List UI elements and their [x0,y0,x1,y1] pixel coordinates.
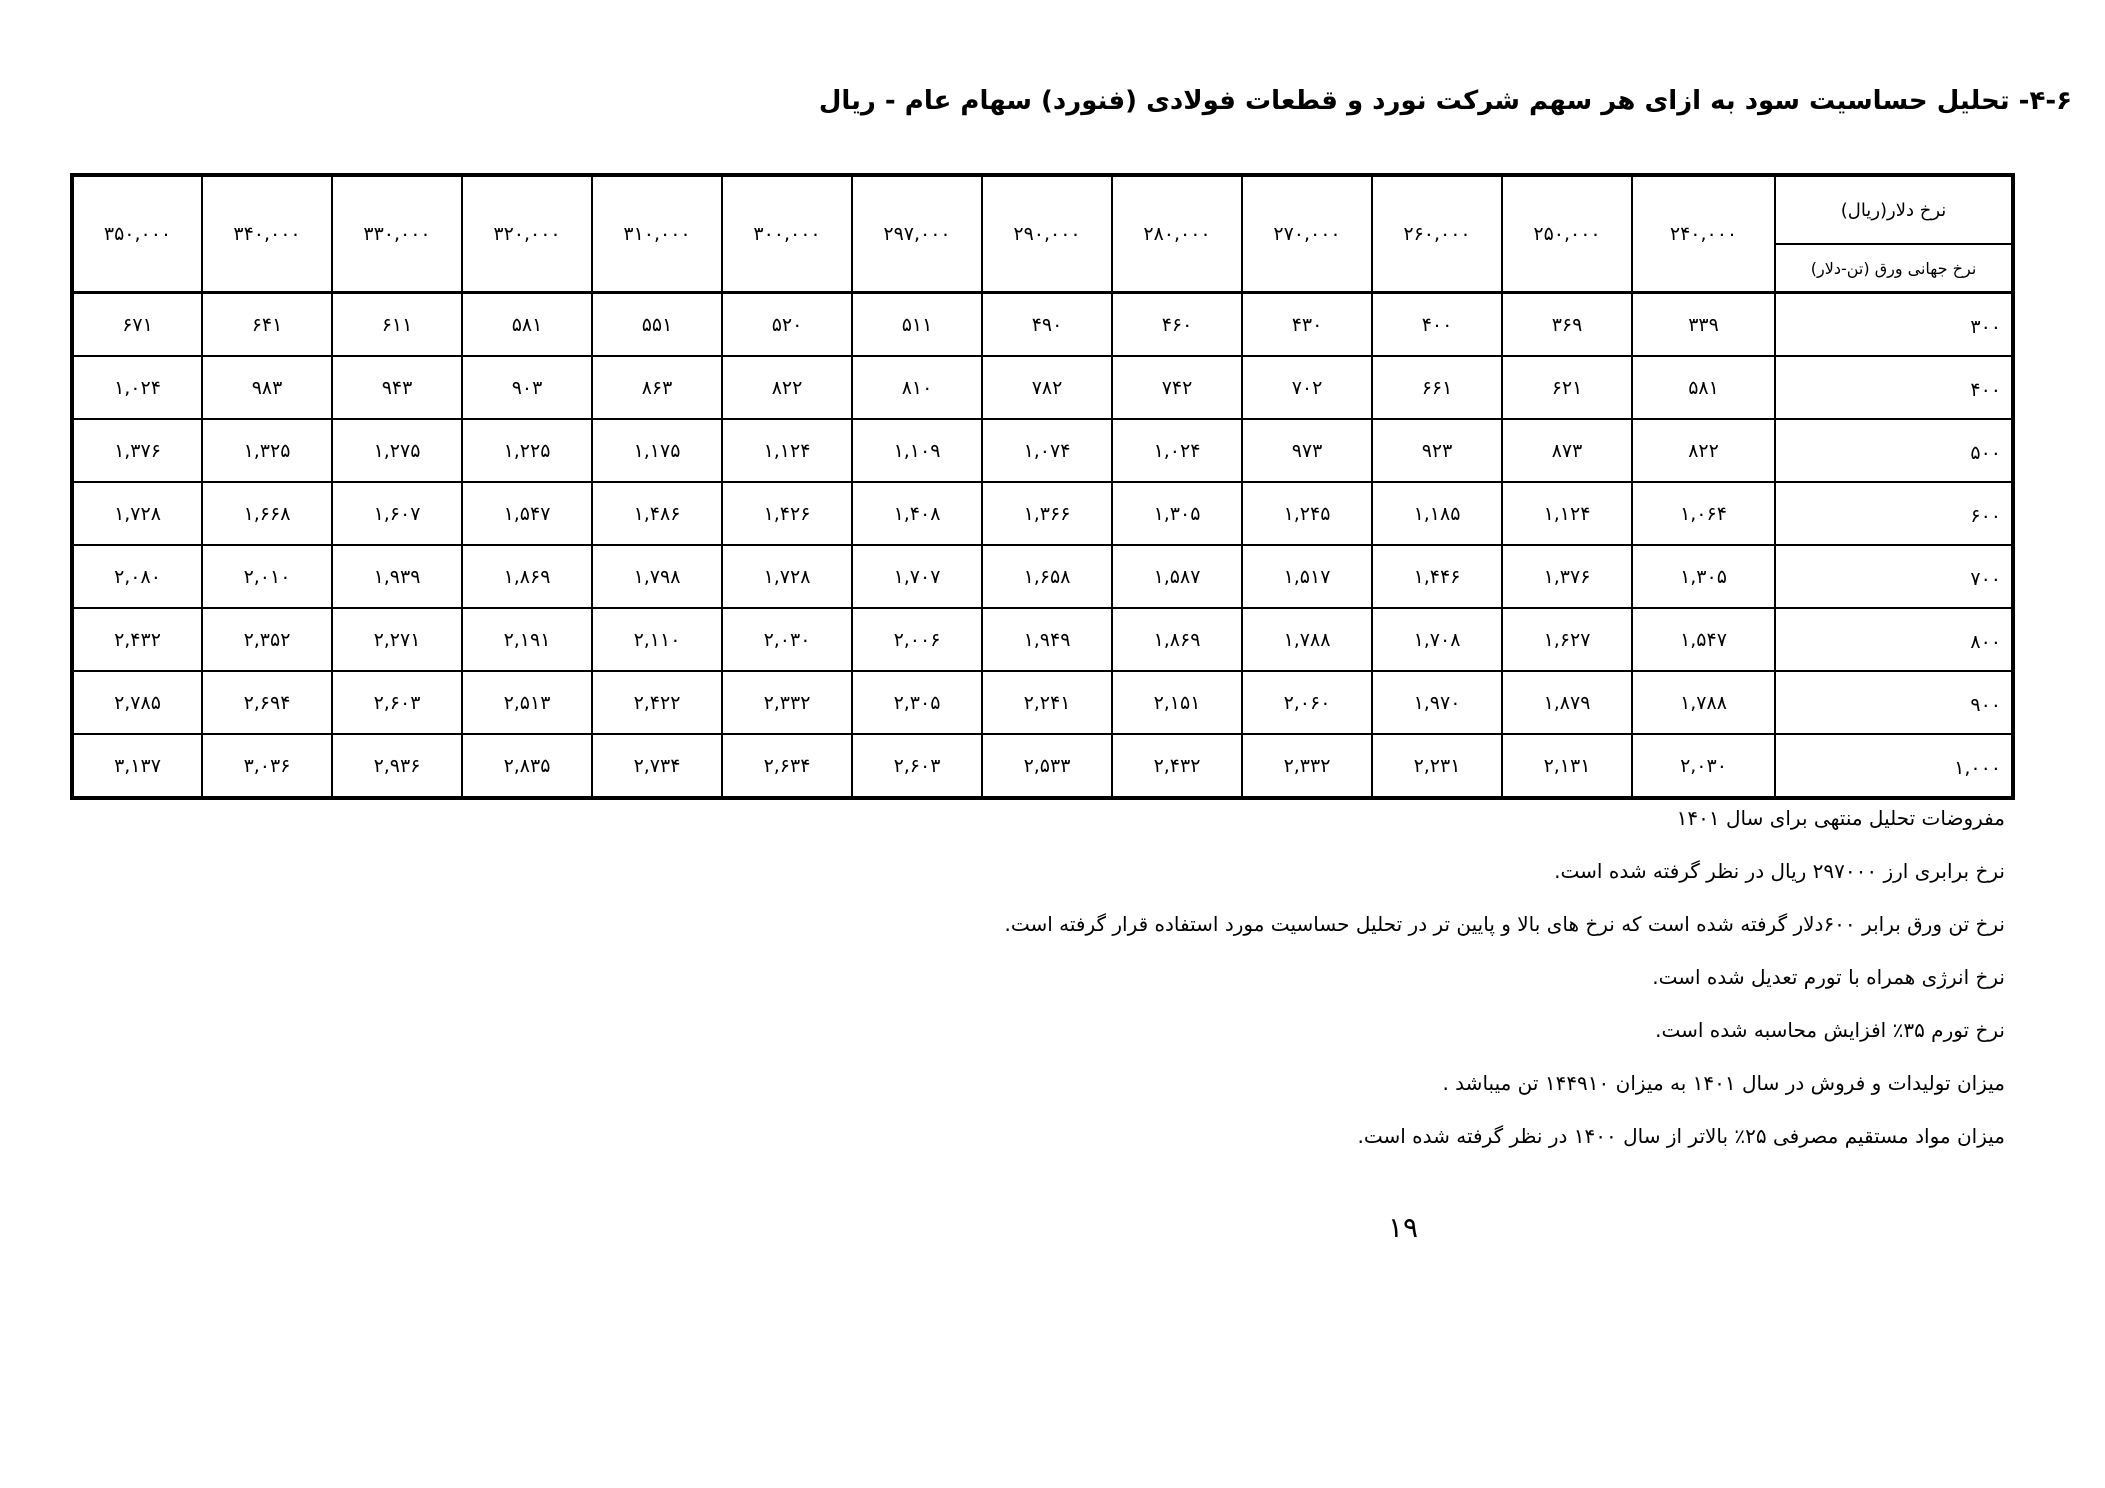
eps-value-cell: ۱,۰۶۴ [1632,482,1775,545]
eps-value-cell: ۲,۰۸۰ [72,545,202,608]
eps-value-cell: ۶۷۱ [72,293,202,357]
eps-value-cell: ۲,۵۱۳ [462,671,592,734]
table-row [72,293,2013,357]
eps-value-cell: ۳,۰۳۶ [202,734,332,798]
eps-value-cell: ۲,۴۲۲ [592,671,722,734]
eps-value-cell: ۵۲۰ [722,293,852,357]
eps-value-cell: ۱,۸۶۹ [462,545,592,608]
eps-value-cell: ۲,۰۱۰ [202,545,332,608]
table-row [72,482,2013,545]
dollar-rate-heading: نرخ دلار(ریال) [1776,177,2011,245]
page-number: ۱۹ [1387,1211,1419,1244]
note-item: میزان تولیدات و فروش در سال ۱۴۰۱ به میزان ۱۴۴۹۱۰ تن میباشد . [1442,1071,2005,1095]
dollar-rate-header-cell: ۳۲۰,۰۰۰ [462,175,592,293]
eps-value-cell: ۱,۳۶۶ [982,482,1112,545]
eps-value-cell: ۱,۲۷۵ [332,419,462,482]
eps-value-cell: ۱,۷۸۸ [1242,608,1372,671]
table-row [72,419,2013,482]
eps-value-cell: ۵۵۱ [592,293,722,357]
eps-value-cell: ۱,۰۲۴ [1112,419,1242,482]
eps-value-cell: ۸۲۲ [722,356,852,419]
eps-value-cell: ۲,۳۵۲ [202,608,332,671]
notes-heading: مفروضات تحلیل منتهی برای سال ۱۴۰۱ [1676,806,2005,830]
eps-value-cell: ۱,۹۴۹ [982,608,1112,671]
eps-value-cell: ۱,۵۸۷ [1112,545,1242,608]
table-row [72,356,2013,419]
dollar-rate-header-cell: ۳۰۰,۰۰۰ [722,175,852,293]
eps-value-cell: ۱,۱۲۴ [722,419,852,482]
eps-value-cell: ۲,۱۳۱ [1502,734,1632,798]
eps-value-cell: ۱,۷۹۸ [592,545,722,608]
eps-value-cell: ۸۶۳ [592,356,722,419]
sheet-price-cell: ۱,۰۰۰ [1775,734,2013,798]
eps-value-cell: ۲,۶۳۴ [722,734,852,798]
eps-value-cell: ۴۳۰ [1242,293,1372,357]
dollar-rate-header-cell: ۲۵۰,۰۰۰ [1502,175,1632,293]
eps-value-cell: ۲,۰۰۶ [852,608,982,671]
dollar-rate-header-cell: ۲۹۰,۰۰۰ [982,175,1112,293]
eps-value-cell: ۶۲۱ [1502,356,1632,419]
eps-value-cell: ۷۰۲ [1242,356,1372,419]
eps-value-cell: ۱,۴۲۶ [722,482,852,545]
note-item: نرخ تن ورق برابر ۶۰۰دلار گرفته شده است که نرخ های بالا و پایین تر در تحلیل حساسیت مورد استفاده قرار گرفته است. [1004,912,2005,936]
dollar-rate-header-cell: ۲۷۰,۰۰۰ [1242,175,1372,293]
eps-value-cell: ۶۶۱ [1372,356,1502,419]
sheet-price-cell: ۴۰۰ [1775,356,2013,419]
section-title: ۴-۶- تحلیل حساسیت سود به ازای هر سهم شرکت نورد و قطعات فولادی (فنورد) سهام عام - ریال [818,86,2072,116]
eps-value-cell: ۲,۲۳۱ [1372,734,1502,798]
eps-value-cell: ۱,۱۷۵ [592,419,722,482]
eps-value-cell: ۱,۷۲۸ [72,482,202,545]
eps-value-cell: ۲,۱۹۱ [462,608,592,671]
eps-value-cell: ۸۱۰ [852,356,982,419]
dollar-rate-header-cell: ۳۵۰,۰۰۰ [72,175,202,293]
eps-value-cell: ۴۰۰ [1372,293,1502,357]
eps-value-cell: ۲,۰۳۰ [722,608,852,671]
sheet-price-cell: ۳۰۰ [1775,293,2013,357]
eps-value-cell: ۳۶۹ [1502,293,1632,357]
header-row [72,175,2013,293]
eps-value-cell: ۱,۳۷۶ [1502,545,1632,608]
eps-value-cell: ۲,۹۳۶ [332,734,462,798]
sheet-price-cell: ۶۰۰ [1775,482,2013,545]
eps-value-cell: ۱,۴۸۶ [592,482,722,545]
sensitivity-table [70,173,2015,800]
table-row [72,608,2013,671]
eps-value-cell: ۹۸۳ [202,356,332,419]
eps-value-cell: ۹۰۳ [462,356,592,419]
eps-value-cell: ۱,۲۴۵ [1242,482,1372,545]
eps-value-cell: ۱,۰۷۴ [982,419,1112,482]
table-row [72,545,2013,608]
eps-value-cell: ۱,۵۴۷ [462,482,592,545]
note-item: نرخ انرژی همراه با تورم تعدیل شده است. [1652,965,2005,989]
eps-value-cell: ۱,۳۲۵ [202,419,332,482]
eps-value-cell: ۲,۴۳۲ [72,608,202,671]
eps-value-cell: ۲,۶۹۴ [202,671,332,734]
eps-value-cell: ۱,۱۲۴ [1502,482,1632,545]
eps-value-cell: ۱,۹۳۹ [332,545,462,608]
sheet-price-cell: ۷۰۰ [1775,545,2013,608]
table-body [72,175,2013,798]
dollar-rate-header-cell: ۳۴۰,۰۰۰ [202,175,332,293]
eps-value-cell: ۱,۶۰۷ [332,482,462,545]
eps-value-cell: ۱,۳۷۶ [72,419,202,482]
eps-value-cell: ۵۱۱ [852,293,982,357]
eps-value-cell: ۷۸۲ [982,356,1112,419]
eps-value-cell: ۳,۱۳۷ [72,734,202,798]
eps-value-cell: ۱,۳۰۵ [1632,545,1775,608]
eps-value-cell: ۲,۳۳۲ [1242,734,1372,798]
assumptions-notes [605,792,2005,1163]
note-item: نرخ تورم ۳۵٪ افزایش محاسبه شده است. [1655,1018,2005,1042]
eps-value-cell: ۹۷۳ [1242,419,1372,482]
eps-value-cell: ۲,۳۳۲ [722,671,852,734]
eps-value-cell: ۱,۴۴۶ [1372,545,1502,608]
eps-value-cell: ۸۷۳ [1502,419,1632,482]
eps-value-cell: ۱,۵۴۷ [1632,608,1775,671]
eps-value-cell: ۴۹۰ [982,293,1112,357]
eps-value-cell: ۱,۶۲۷ [1502,608,1632,671]
eps-value-cell: ۲,۲۷۱ [332,608,462,671]
eps-value-cell: ۳۳۹ [1632,293,1775,357]
sheet-price-cell: ۹۰۰ [1775,671,2013,734]
eps-value-cell: ۶۴۱ [202,293,332,357]
dollar-rate-header-cell: ۲۸۰,۰۰۰ [1112,175,1242,293]
eps-value-cell: ۱,۹۷۰ [1372,671,1502,734]
eps-value-cell: ۲,۰۶۰ [1242,671,1372,734]
eps-value-cell: ۵۸۱ [462,293,592,357]
eps-value-cell: ۵۸۱ [1632,356,1775,419]
eps-value-cell: ۱,۰۲۴ [72,356,202,419]
eps-value-cell: ۲,۱۱۰ [592,608,722,671]
eps-value-cell: ۲,۲۴۱ [982,671,1112,734]
dollar-rate-header-cell: ۳۳۰,۰۰۰ [332,175,462,293]
corner-cell [1775,175,2013,293]
eps-value-cell: ۹۲۳ [1372,419,1502,482]
eps-value-cell: ۱,۷۰۷ [852,545,982,608]
sheet-price-cell: ۸۰۰ [1775,608,2013,671]
eps-value-cell: ۱,۷۲۸ [722,545,852,608]
sheet-price-cell: ۵۰۰ [1775,419,2013,482]
table-row [72,734,2013,798]
dollar-rate-header-cell: ۲۹۷,۰۰۰ [852,175,982,293]
eps-value-cell: ۱,۱۸۵ [1372,482,1502,545]
eps-value-cell: ۹۴۳ [332,356,462,419]
eps-value-cell: ۲,۳۰۵ [852,671,982,734]
eps-value-cell: ۱,۲۲۵ [462,419,592,482]
eps-value-cell: ۱,۸۶۹ [1112,608,1242,671]
eps-value-cell: ۱,۱۰۹ [852,419,982,482]
eps-value-cell: ۱,۶۶۸ [202,482,332,545]
note-item: میزان مواد مستقیم مصرفی ۲۵٪ بالاتر از سال ۱۴۰۰ در نظر گرفته شده است. [1357,1124,2005,1148]
dollar-rate-header-cell: ۲۶۰,۰۰۰ [1372,175,1502,293]
eps-value-cell: ۱,۷۸۸ [1632,671,1775,734]
table-row [72,671,2013,734]
eps-value-cell: ۱,۳۰۵ [1112,482,1242,545]
dollar-rate-header-cell: ۲۴۰,۰۰۰ [1632,175,1775,293]
eps-value-cell: ۴۶۰ [1112,293,1242,357]
eps-value-cell: ۲,۷۸۵ [72,671,202,734]
eps-value-cell: ۱,۶۵۸ [982,545,1112,608]
eps-value-cell: ۲,۰۳۰ [1632,734,1775,798]
eps-value-cell: ۲,۶۰۳ [332,671,462,734]
eps-value-cell: ۱,۵۱۷ [1242,545,1372,608]
eps-value-cell: ۱,۴۰۸ [852,482,982,545]
eps-value-cell: ۸۲۲ [1632,419,1775,482]
note-item: نرخ برابری ارز ۲۹۷۰۰۰ ریال در نظر گرفته شده است. [1554,859,2005,883]
eps-value-cell: ۲,۶۰۳ [852,734,982,798]
eps-value-cell: ۷۴۲ [1112,356,1242,419]
eps-value-cell: ۲,۸۳۵ [462,734,592,798]
eps-value-cell: ۲,۱۵۱ [1112,671,1242,734]
sheet-price-heading: نرخ جهانی ورق (تن-دلار) [1810,258,1977,278]
eps-value-cell: ۱,۸۷۹ [1502,671,1632,734]
eps-value-cell: ۱,۷۰۸ [1372,608,1502,671]
eps-value-cell: ۲,۷۳۴ [592,734,722,798]
eps-value-cell: ۲,۵۳۳ [982,734,1112,798]
eps-value-cell: ۲,۴۳۲ [1112,734,1242,798]
dollar-rate-header-cell: ۳۱۰,۰۰۰ [592,175,722,293]
eps-value-cell: ۶۱۱ [332,293,462,357]
